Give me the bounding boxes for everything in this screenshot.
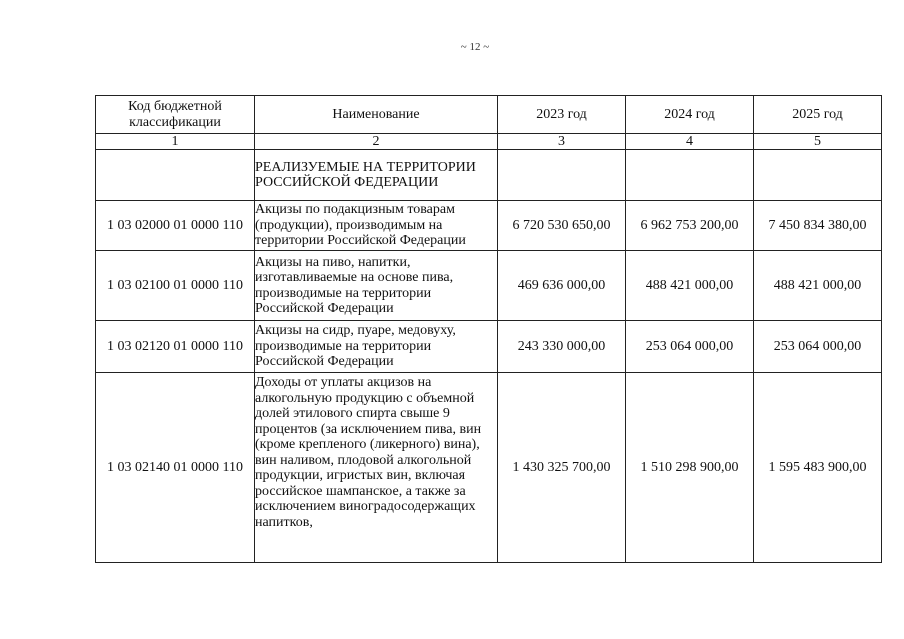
row-amount-2023: 469 636 000,00: [498, 251, 626, 321]
row-name: Акцизы на сидр, пуаре, медовуху, производимые на территории Российской Федерации: [255, 321, 498, 373]
section-row: [96, 150, 882, 201]
column-number: 4: [626, 134, 754, 150]
header-year-2024: 2024 год: [626, 96, 754, 134]
budget-revenue-table: [95, 95, 882, 563]
row-amount-2025: 253 064 000,00: [754, 321, 882, 373]
table-row: [96, 321, 882, 373]
row-amount-2024: 6 962 753 200,00: [626, 201, 754, 251]
section-title: РЕАЛИЗУЕМЫЕ НА ТЕРРИТОРИИ РОССИЙСКОЙ ФЕДЕРАЦИИ: [255, 150, 498, 201]
row-amount-2024: 253 064 000,00: [626, 321, 754, 373]
section-empty-cell: [754, 150, 882, 201]
row-amount-2023: 1 430 325 700,00: [498, 373, 626, 563]
column-number: 3: [498, 134, 626, 150]
header-year-2025: 2025 год: [754, 96, 882, 134]
table-row: [96, 251, 882, 321]
row-amount-2023: 6 720 530 650,00: [498, 201, 626, 251]
row-amount-2025: 7 450 834 380,00: [754, 201, 882, 251]
page-number: ~ 12 ~: [460, 41, 490, 53]
section-empty-cell: [498, 150, 626, 201]
row-name: Акцизы на пиво, напитки, изготавливаемые на основе пива, производимые на территории Российской Федерации: [255, 251, 498, 321]
row-amount-2023: 243 330 000,00: [498, 321, 626, 373]
section-empty-cell: [626, 150, 754, 201]
row-amount-2024: 1 510 298 900,00: [626, 373, 754, 563]
row-amount-2024: 488 421 000,00: [626, 251, 754, 321]
header-year-2023: 2023 год: [498, 96, 626, 134]
row-name: Акцизы по подакцизным товарам (продукции), производимым на территории Российской Федерации: [255, 201, 498, 251]
header-name: Наименование: [255, 96, 498, 134]
row-amount-2025: 1 595 483 900,00: [754, 373, 882, 563]
column-number: 5: [754, 134, 882, 150]
column-number: 1: [96, 134, 255, 150]
table-row: [96, 201, 882, 251]
column-number-row: [96, 134, 882, 150]
row-code: 1 03 02140 01 0000 110: [96, 373, 255, 563]
table-header-row: [96, 96, 882, 134]
row-code: 1 03 02100 01 0000 110: [96, 251, 255, 321]
section-code-cell: [96, 150, 255, 201]
row-amount-2025: 488 421 000,00: [754, 251, 882, 321]
table-row: [96, 373, 882, 563]
row-name: Доходы от уплаты акцизов на алкогольную продукцию с объемной долей этилового спирта свыше 9 процентов (за исключением пива, вин (кроме крепленого (ликерного) вина), вин наливом, плодовой алкогольной продукции, игристых вин, включая российское шампанское, а также за исключением виноградосодержащих напитков,: [255, 373, 498, 563]
row-code: 1 03 02120 01 0000 110: [96, 321, 255, 373]
row-code: 1 03 02000 01 0000 110: [96, 201, 255, 251]
header-code: Код бюджетной классификации: [96, 96, 255, 134]
column-number: 2: [255, 134, 498, 150]
